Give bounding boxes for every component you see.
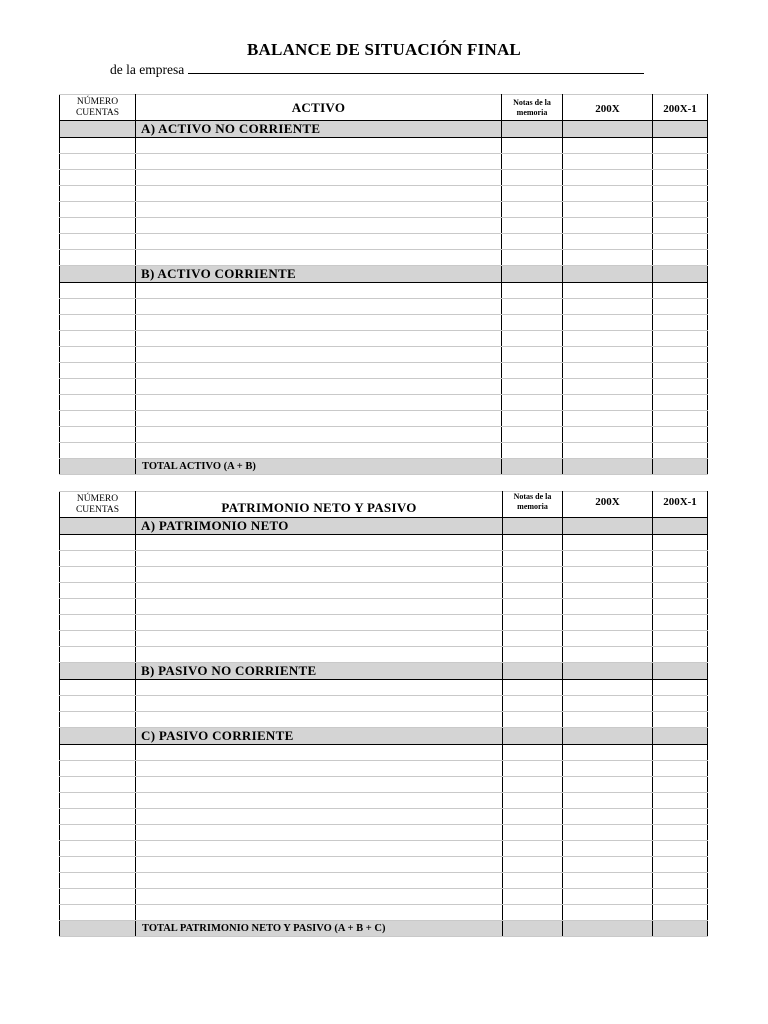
cuenta-cell[interactable] [60, 615, 136, 631]
header-numero: NÚMERO [76, 493, 119, 504]
year-previous-cell[interactable] [653, 777, 708, 793]
year-current-cell[interactable] [563, 696, 653, 712]
table-row [60, 761, 708, 777]
year-current-cell[interactable] [563, 218, 653, 234]
table-row [60, 680, 708, 696]
year-previous-cell[interactable] [653, 170, 708, 186]
activo-table [59, 94, 708, 475]
year-previous-cell[interactable] [653, 331, 708, 347]
year-previous-cell[interactable] [653, 567, 708, 583]
total-pasivo-label: TOTAL PATRIMONIO NETO Y PASIVO (A + B + C) [136, 921, 503, 937]
table-row [60, 427, 708, 443]
table-row [60, 889, 708, 905]
concepto-cell[interactable] [136, 170, 502, 186]
year-current-cell[interactable] [563, 761, 653, 777]
notas-cell[interactable] [503, 905, 563, 921]
concepto-cell[interactable] [136, 347, 502, 363]
table-row [60, 299, 708, 315]
year-previous-cell[interactable] [653, 745, 708, 761]
cuenta-cell[interactable] [60, 809, 136, 825]
section-label: A) PATRIMONIO NETO [136, 518, 503, 535]
year-previous-cell[interactable] [653, 427, 708, 443]
cuenta-cell[interactable] [60, 331, 136, 347]
concepto-cell[interactable] [136, 315, 502, 331]
concepto-cell[interactable] [136, 583, 503, 599]
cuenta-cell[interactable] [60, 363, 136, 379]
year-current-cell[interactable] [563, 712, 653, 728]
notas-cell[interactable] [502, 202, 563, 218]
notas-cell[interactable] [503, 647, 563, 663]
notas-cell[interactable] [503, 631, 563, 647]
cuenta-cell[interactable] [60, 889, 136, 905]
year-previous-cell[interactable] [653, 793, 708, 809]
concepto-cell[interactable] [136, 841, 503, 857]
notas-cell[interactable] [502, 379, 563, 395]
year-current-cell[interactable] [563, 443, 653, 459]
header-patrimonio: PATRIMONIO NETO Y PASIVO [136, 492, 503, 518]
table-row [60, 583, 708, 599]
table-row [60, 443, 708, 459]
year-previous-cell[interactable] [653, 138, 708, 154]
table-row [60, 315, 708, 331]
year-previous-cell[interactable] [653, 443, 708, 459]
concepto-cell[interactable] [136, 696, 503, 712]
notas-cell[interactable] [503, 841, 563, 857]
year-current-cell[interactable] [563, 793, 653, 809]
section-header [60, 266, 708, 283]
header-numero: NÚMERO [76, 96, 119, 107]
concepto-cell[interactable] [136, 873, 503, 889]
year-current-cell[interactable] [563, 680, 653, 696]
table-row [60, 202, 708, 218]
table-row [60, 379, 708, 395]
year-previous-cell[interactable] [653, 379, 708, 395]
year-current-cell[interactable] [563, 825, 653, 841]
year-current-cell[interactable] [563, 567, 653, 583]
cuenta-cell[interactable] [60, 535, 136, 551]
year-previous-cell[interactable] [653, 551, 708, 567]
section-label: B) ACTIVO CORRIENTE [136, 266, 502, 283]
cuenta-cell[interactable] [60, 234, 136, 250]
year-previous-cell[interactable] [653, 696, 708, 712]
year-previous-cell[interactable] [653, 647, 708, 663]
notas-cell[interactable] [503, 745, 563, 761]
notas-cell[interactable] [503, 615, 563, 631]
cuenta-cell[interactable] [60, 857, 136, 873]
company-line [110, 61, 644, 78]
table-row [60, 712, 708, 728]
cuenta-cell[interactable] [60, 283, 136, 299]
header-year-current: 200X [563, 95, 653, 121]
concepto-cell[interactable] [136, 186, 502, 202]
year-current-cell[interactable] [563, 873, 653, 889]
year-current-cell[interactable] [563, 283, 653, 299]
year-previous-cell[interactable] [653, 583, 708, 599]
table-row [60, 857, 708, 873]
year-current-cell[interactable] [563, 250, 653, 266]
table-row [60, 793, 708, 809]
year-current-cell[interactable] [563, 154, 653, 170]
notas-cell[interactable] [503, 777, 563, 793]
year-current-cell[interactable] [563, 535, 653, 551]
year-current-cell[interactable] [563, 745, 653, 761]
notas-cell[interactable] [503, 761, 563, 777]
table-row [60, 631, 708, 647]
table-row [60, 696, 708, 712]
concepto-cell[interactable] [136, 411, 502, 427]
table-row [60, 186, 708, 202]
year-previous-cell[interactable] [653, 712, 708, 728]
notas-cell[interactable] [502, 331, 563, 347]
year-previous-cell[interactable] [653, 631, 708, 647]
cuenta-cell[interactable] [60, 154, 136, 170]
total-row [60, 459, 708, 475]
notas-cell[interactable] [502, 347, 563, 363]
year-current-cell[interactable] [563, 234, 653, 250]
concepto-cell[interactable] [136, 777, 503, 793]
cuenta-cell[interactable] [60, 761, 136, 777]
table-row [60, 283, 708, 299]
year-current-cell[interactable] [563, 138, 653, 154]
table-row [60, 551, 708, 567]
cuenta-cell[interactable] [60, 583, 136, 599]
header-numero-cuentas [60, 492, 136, 518]
total-activo-label: TOTAL ACTIVO (A + B) [136, 459, 502, 475]
year-current-cell[interactable] [563, 583, 653, 599]
header-notas: Notas de la memoria [502, 95, 563, 121]
table-row [60, 347, 708, 363]
concepto-cell[interactable] [136, 599, 503, 615]
year-previous-cell[interactable] [653, 202, 708, 218]
year-current-cell[interactable] [563, 599, 653, 615]
concepto-cell[interactable] [136, 379, 502, 395]
table-row [60, 809, 708, 825]
year-previous-cell[interactable] [653, 825, 708, 841]
year-current-cell[interactable] [563, 170, 653, 186]
year-previous-cell[interactable] [653, 841, 708, 857]
year-current-cell[interactable] [563, 841, 653, 857]
year-previous-cell[interactable] [653, 535, 708, 551]
section-label: A) ACTIVO NO CORRIENTE [136, 121, 502, 138]
year-previous-cell[interactable] [653, 599, 708, 615]
concepto-cell[interactable] [136, 857, 503, 873]
concepto-cell[interactable] [136, 331, 502, 347]
table-row [60, 395, 708, 411]
section-header [60, 121, 708, 138]
concepto-cell[interactable] [136, 551, 503, 567]
year-current-cell[interactable] [563, 615, 653, 631]
year-current-cell[interactable] [563, 315, 653, 331]
year-current-cell[interactable] [563, 379, 653, 395]
notas-cell[interactable] [503, 809, 563, 825]
concepto-cell[interactable] [136, 535, 503, 551]
table-row [60, 234, 708, 250]
concepto-cell[interactable] [136, 745, 503, 761]
cuenta-cell[interactable] [60, 138, 136, 154]
cuenta-cell[interactable] [60, 777, 136, 793]
concepto-cell[interactable] [136, 218, 502, 234]
notas-cell[interactable] [502, 138, 563, 154]
notas-cell[interactable] [502, 363, 563, 379]
table-row [60, 170, 708, 186]
year-current-cell[interactable] [563, 299, 653, 315]
notas-cell[interactable] [502, 218, 563, 234]
notas-cell[interactable] [502, 427, 563, 443]
table-row [60, 218, 708, 234]
year-previous-cell[interactable] [653, 680, 708, 696]
year-previous-cell[interactable] [653, 234, 708, 250]
table-row [60, 331, 708, 347]
year-current-cell[interactable] [563, 363, 653, 379]
table-row [60, 905, 708, 921]
notas-cell[interactable] [503, 551, 563, 567]
concepto-cell[interactable] [136, 427, 502, 443]
year-previous-cell[interactable] [653, 315, 708, 331]
year-current-cell[interactable] [563, 857, 653, 873]
year-current-cell[interactable] [563, 347, 653, 363]
concepto-cell[interactable] [136, 395, 502, 411]
year-previous-cell[interactable] [653, 395, 708, 411]
cuenta-cell[interactable] [60, 599, 136, 615]
notas-cell[interactable] [503, 857, 563, 873]
header-cuentas: CUENTAS [75, 107, 120, 118]
concepto-cell[interactable] [136, 647, 503, 663]
header-notas: Notas de la memoria [503, 492, 563, 518]
year-previous-cell[interactable] [653, 218, 708, 234]
year-current-cell[interactable] [563, 551, 653, 567]
year-previous-cell[interactable] [653, 615, 708, 631]
concepto-cell[interactable] [136, 202, 502, 218]
year-current-cell[interactable] [563, 411, 653, 427]
table-row [60, 841, 708, 857]
cuenta-cell[interactable] [60, 873, 136, 889]
concepto-cell[interactable] [136, 761, 503, 777]
notas-cell[interactable] [503, 599, 563, 615]
cuenta-cell[interactable] [60, 841, 136, 857]
notas-cell[interactable] [502, 234, 563, 250]
cuenta-cell[interactable] [60, 170, 136, 186]
notas-cell[interactable] [503, 873, 563, 889]
notas-cell[interactable] [503, 583, 563, 599]
table-row [60, 411, 708, 427]
pasivo-table [59, 491, 708, 937]
section-label: B) PASIVO NO CORRIENTE [136, 663, 503, 680]
year-current-cell[interactable] [563, 331, 653, 347]
cuenta-cell[interactable] [60, 712, 136, 728]
cuenta-cell[interactable] [60, 793, 136, 809]
table-row [60, 825, 708, 841]
year-current-cell[interactable] [563, 809, 653, 825]
cuenta-cell[interactable] [60, 745, 136, 761]
notas-cell[interactable] [503, 696, 563, 712]
year-current-cell[interactable] [563, 889, 653, 905]
table-row [60, 250, 708, 266]
notas-cell[interactable] [502, 395, 563, 411]
notas-cell[interactable] [503, 825, 563, 841]
cuenta-cell[interactable] [60, 825, 136, 841]
concepto-cell[interactable] [136, 631, 503, 647]
concepto-cell[interactable] [136, 283, 502, 299]
year-previous-cell[interactable] [653, 411, 708, 427]
notas-cell[interactable] [502, 154, 563, 170]
concepto-cell[interactable] [136, 712, 503, 728]
table-row [60, 745, 708, 761]
year-current-cell[interactable] [563, 631, 653, 647]
cuenta-cell[interactable] [60, 379, 136, 395]
year-previous-cell[interactable] [653, 154, 708, 170]
table-row [60, 567, 708, 583]
cuenta-cell[interactable] [60, 696, 136, 712]
year-current-cell[interactable] [563, 186, 653, 202]
header-year-previous: 200X-1 [653, 492, 708, 518]
cuenta-cell[interactable] [60, 905, 136, 921]
cuenta-cell[interactable] [60, 250, 136, 266]
table-row [60, 873, 708, 889]
notas-cell[interactable] [502, 250, 563, 266]
cuenta-cell[interactable] [60, 567, 136, 583]
page-title: BALANCE DE SITUACIÓN FINAL [247, 40, 521, 59]
concepto-cell[interactable] [136, 250, 502, 266]
year-current-cell[interactable] [563, 395, 653, 411]
total-row [60, 921, 708, 937]
year-previous-cell[interactable] [653, 250, 708, 266]
notas-cell[interactable] [503, 680, 563, 696]
year-current-cell[interactable] [563, 905, 653, 921]
company-blank-line[interactable] [188, 61, 644, 74]
notas-cell[interactable] [502, 170, 563, 186]
concepto-cell[interactable] [136, 154, 502, 170]
cuenta-cell[interactable] [60, 411, 136, 427]
concepto-cell[interactable] [136, 299, 502, 315]
cuenta-cell[interactable] [60, 395, 136, 411]
table-row [60, 363, 708, 379]
cuenta-cell[interactable] [60, 315, 136, 331]
cuenta-cell[interactable] [60, 647, 136, 663]
year-previous-cell[interactable] [653, 761, 708, 777]
year-previous-cell[interactable] [653, 889, 708, 905]
concepto-cell[interactable] [136, 793, 503, 809]
section-header [60, 728, 708, 745]
table-row [60, 647, 708, 663]
concepto-cell[interactable] [136, 363, 502, 379]
year-previous-cell[interactable] [653, 905, 708, 921]
cuenta-cell[interactable] [60, 218, 136, 234]
concepto-cell[interactable] [136, 889, 503, 905]
cuenta-cell[interactable] [60, 551, 136, 567]
notas-cell[interactable] [502, 315, 563, 331]
table-row [60, 535, 708, 551]
cuenta-cell[interactable] [60, 443, 136, 459]
notas-cell[interactable] [502, 283, 563, 299]
table-row [60, 138, 708, 154]
header-numero-cuentas [60, 95, 136, 121]
year-previous-cell[interactable] [653, 809, 708, 825]
notas-cell[interactable] [502, 411, 563, 427]
table-row [60, 777, 708, 793]
cuenta-cell[interactable] [60, 680, 136, 696]
year-previous-cell[interactable] [653, 299, 708, 315]
concepto-cell[interactable] [136, 825, 503, 841]
year-previous-cell[interactable] [653, 347, 708, 363]
concepto-cell[interactable] [136, 680, 503, 696]
concepto-cell[interactable] [136, 615, 503, 631]
header-activo: ACTIVO [136, 95, 502, 121]
concepto-cell[interactable] [136, 567, 503, 583]
notas-cell[interactable] [503, 712, 563, 728]
concepto-cell[interactable] [136, 809, 503, 825]
notas-cell[interactable] [503, 567, 563, 583]
year-previous-cell[interactable] [653, 283, 708, 299]
header-year-current: 200X [563, 492, 653, 518]
table-row [60, 599, 708, 615]
year-current-cell[interactable] [563, 202, 653, 218]
notas-cell[interactable] [502, 443, 563, 459]
section-header [60, 518, 708, 535]
notas-cell[interactable] [503, 889, 563, 905]
cuenta-cell[interactable] [60, 347, 136, 363]
notas-cell[interactable] [502, 186, 563, 202]
cuenta-cell[interactable] [60, 427, 136, 443]
cuenta-cell[interactable] [60, 631, 136, 647]
notas-cell[interactable] [503, 793, 563, 809]
year-previous-cell[interactable] [653, 363, 708, 379]
section-header [60, 663, 708, 680]
section-label: C) PASIVO CORRIENTE [136, 728, 503, 745]
concepto-cell[interactable] [136, 905, 503, 921]
concepto-cell[interactable] [136, 234, 502, 250]
cuenta-cell[interactable] [60, 202, 136, 218]
cuenta-cell[interactable] [60, 186, 136, 202]
notas-cell[interactable] [503, 535, 563, 551]
year-current-cell[interactable] [563, 427, 653, 443]
header-cuentas: CUENTAS [75, 504, 120, 515]
cuenta-cell[interactable] [60, 299, 136, 315]
concepto-cell[interactable] [136, 138, 502, 154]
table-row [60, 154, 708, 170]
notas-cell[interactable] [502, 299, 563, 315]
year-previous-cell[interactable] [653, 873, 708, 889]
year-previous-cell[interactable] [653, 186, 708, 202]
concepto-cell[interactable] [136, 443, 502, 459]
table-row [60, 615, 708, 631]
header-year-previous: 200X-1 [653, 95, 708, 121]
year-previous-cell[interactable] [653, 857, 708, 873]
year-current-cell[interactable] [563, 647, 653, 663]
year-current-cell[interactable] [563, 777, 653, 793]
company-label: de la empresa [110, 62, 185, 77]
